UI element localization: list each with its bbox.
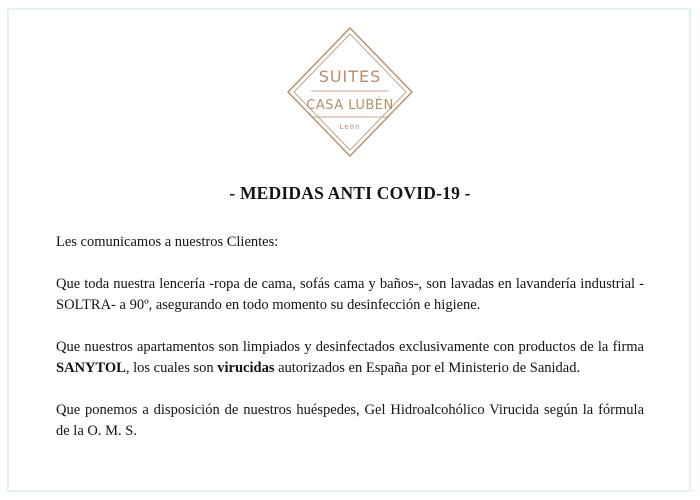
logo-line-leon: León [339, 123, 361, 131]
brand-sanytol: SANYTOL [56, 360, 126, 376]
paragraph-cleaning-text-1: Que nuestros apartamentos son limpiados y desinfectados exclusivamente con productos de la firma [56, 339, 644, 355]
paragraph-gel: Que ponemos a disposición de nuestros huéspedes, Gel Hidroalcohólico Virucida según la fórmula de la O. M. S. [56, 402, 644, 439]
page-title: - MEDIDAS ANTI COVID-19 - [229, 183, 471, 203]
intro-text: Les comunicamos a nuestros Clientes: [56, 234, 279, 250]
logo-line-casa-luben: CASA LUBÉN [306, 98, 394, 113]
paragraph-laundry: Que toda nuestra lencería -ropa de cama, sofás cama y baños-, son lavadas en lavandería industrial -SOLTRA- a 90º, asegurando en todo momento su desinfección e higiene. [56, 276, 644, 313]
logo-line-suites: SUITES [318, 67, 382, 86]
logo-casa-luben [285, 25, 415, 160]
paragraph-cleaning [56, 337, 644, 379]
paragraph-cleaning-text-3: autorizados en España por el Ministerio de Sanidad. [274, 360, 581, 376]
logo-diamond-icon [285, 25, 415, 160]
notice-body [56, 232, 644, 442]
paragraph-cleaning-text-2: , los cuales son [125, 360, 218, 376]
virucidas-emphasis: virucidas [217, 360, 275, 376]
